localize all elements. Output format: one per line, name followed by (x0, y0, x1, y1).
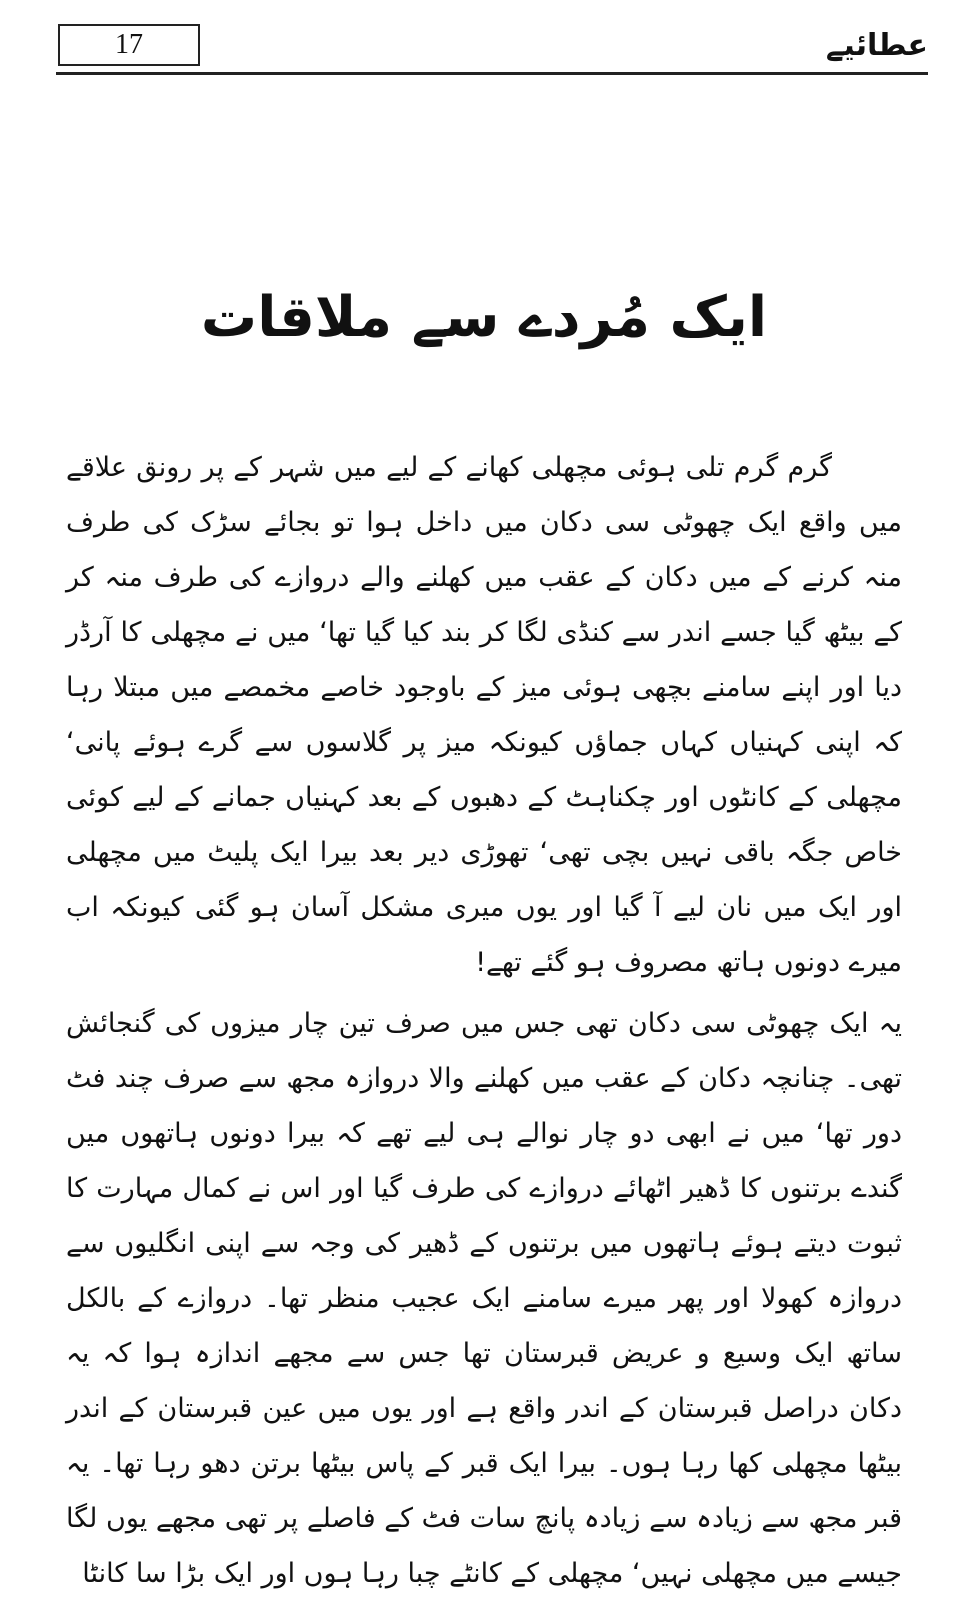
paragraph-2: یہ ایک چھوٹی سی دکان تھی جس میں صرف تین چار میزوں کی گنجائش تھی۔ چنانچہ دکان کے عقب میں کھلنے والا دروازہ مجھ سے صرف چند فٹ دور تھا‘ میں نے ابھی دو چار نوالے ہی لیے تھے کہ بیرا دونوں ہاتھوں میں گندے برتنوں کا ڈھیر اٹھائے دروازے کی طرف گیا اور اس نے کمال مہارت کا ثبوت دیتے ہوئے ہاتھوں میں برتنوں کے ڈھیر کی وجہ سے اپنی انگلیوں سے دروازہ کھولا اور پھر میرے سامنے ایک عجیب منظر تھا۔ دروازے کے بالکل ساتھ ایک وسیع و عریض قبرستان تھا جس سے مجھے اندازہ ہوا کہ یہ دکان دراصل قبرستان کے اندر واقع ہے اور یوں میں عین قبرستان کے اندر بیٹھا مچھلی کھا رہا ہوں۔ بیرا ایک قبر کے پاس بیٹھا برتن دھو رہا تھا۔ یہ قبر مجھ سے زیادہ سے زیادہ پانچ سات فٹ کے فاصلے پر تھی مجھے یوں لگا جیسے میں مچھلی نہیں‘ مچھلی کے کانٹے چبا رہا ہوں اور ایک بڑا سا کانٹا (66, 1008, 902, 1589)
page-header (40, 18, 928, 76)
chapter-title: ایک مُردے سے ملاقات (200, 285, 768, 350)
paragraph-1: گرم گرم تلی ہوئی مچھلی کھانے کے لیے میں شہر کے پر رونق علاقے میں واقع ایک چھوٹی سی دکان میں داخل ہوا تو بجائے سڑک کی طرف منہ کرنے کے میں دکان کے عقب میں کھلنے والے دروازے کی طرف منہ کر کے بیٹھ گیا جسے اندر سے کنڈی لگا کر بند کیا گیا تھا‘ میں نے مچھلی کا آرڈر دیا اور اپنے سامنے بچھی ہوئی میز کے باوجود خاصے مخمصے میں مبتلا رہا کہ اپنی کہنیاں کہاں جماؤں کیونکہ میز پر گلاسوں سے گرے ہوئے پانی‘ مچھلی کے کانٹوں اور چکناہٹ کے دھبوں کے بعد کہنیاں جمانے کے لیے کوئی خاص جگہ باقی نہیں بچی تھی‘ تھوڑی دیر بعد بیرا ایک پلیٹ میں مچھلی اور ایک میں نان لیے آ گیا اور یوں میری مشکل آسان ہو گئی کیونکہ اب میرے دونوں ہاتھ مصروف ہو گئے تھے! (66, 452, 902, 978)
body-text (66, 440, 902, 1607)
running-head: عطائیے (825, 28, 928, 63)
header-rule (56, 72, 928, 75)
page-number: 17 (58, 24, 200, 66)
